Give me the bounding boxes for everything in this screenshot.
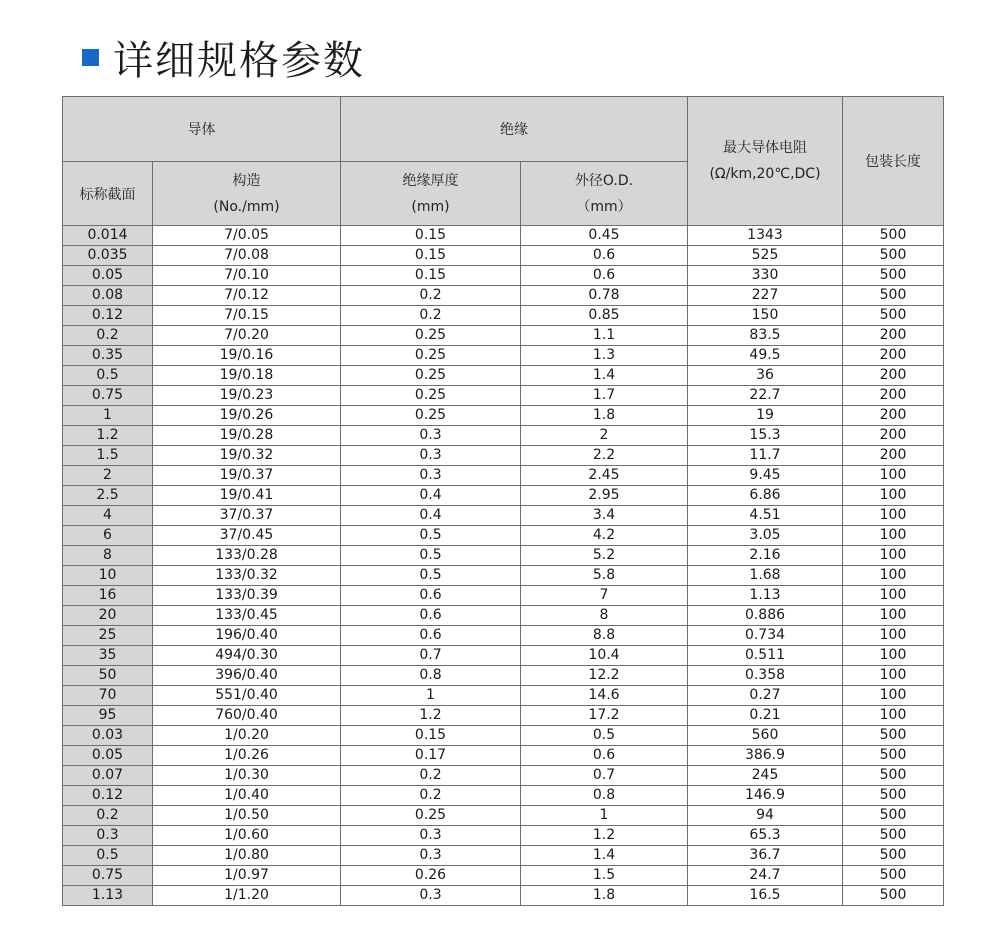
cell-package: 200 — [843, 406, 944, 426]
cell-package: 500 — [843, 786, 944, 806]
cell-package: 100 — [843, 526, 944, 546]
table-row — [63, 366, 944, 386]
header-resistance-label: 最大导体电阻 — [723, 140, 807, 156]
cell-package: 500 — [843, 746, 944, 766]
cell-resistance: 4.51 — [688, 506, 843, 526]
cell-od: 3.4 — [521, 506, 688, 526]
cell-package: 500 — [843, 266, 944, 286]
cell-structure: 37/0.45 — [153, 526, 341, 546]
cell-resistance: 16.5 — [688, 886, 843, 906]
header-structure-unit: (No./mm) — [213, 198, 280, 215]
cell-package: 500 — [843, 286, 944, 306]
cell-resistance: 36.7 — [688, 846, 843, 866]
cell-structure: 19/0.23 — [153, 386, 341, 406]
cell-resistance: 245 — [688, 766, 843, 786]
cell-package: 100 — [843, 626, 944, 646]
cell-structure: 133/0.45 — [153, 606, 341, 626]
cell-od: 2.95 — [521, 486, 688, 506]
cell-resistance: 330 — [688, 266, 843, 286]
cell-nominal: 0.12 — [63, 786, 153, 806]
cell-od: 1.4 — [521, 366, 688, 386]
cell-structure: 1/0.80 — [153, 846, 341, 866]
cell-od: 0.6 — [521, 266, 688, 286]
cell-thickness: 0.15 — [341, 726, 521, 746]
header-structure — [153, 162, 341, 226]
cell-thickness: 0.6 — [341, 606, 521, 626]
table-row — [63, 406, 944, 426]
cell-thickness: 0.3 — [341, 826, 521, 846]
cell-nominal: 16 — [63, 586, 153, 606]
header-thickness-unit: (mm) — [411, 198, 450, 215]
table-row — [63, 566, 944, 586]
cell-od: 2.45 — [521, 466, 688, 486]
cell-package: 500 — [843, 306, 944, 326]
cell-structure: 19/0.32 — [153, 446, 341, 466]
cell-package: 500 — [843, 826, 944, 846]
cell-package: 500 — [843, 726, 944, 746]
cell-nominal: 1.13 — [63, 886, 153, 906]
cell-thickness: 0.5 — [341, 526, 521, 546]
cell-nominal: 0.35 — [63, 346, 153, 366]
cell-od: 1.7 — [521, 386, 688, 406]
section-title — [82, 30, 365, 84]
cell-resistance: 94 — [688, 806, 843, 826]
cell-package: 500 — [843, 226, 944, 246]
table-row — [63, 586, 944, 606]
table-row — [63, 846, 944, 866]
cell-od: 0.45 — [521, 226, 688, 246]
cell-package: 100 — [843, 506, 944, 526]
cell-package: 100 — [843, 546, 944, 566]
cell-thickness: 1 — [341, 686, 521, 706]
cell-nominal: 25 — [63, 626, 153, 646]
cell-nominal: 0.035 — [63, 246, 153, 266]
cell-thickness: 0.3 — [341, 466, 521, 486]
cell-od: 1.8 — [521, 886, 688, 906]
table-row — [63, 526, 944, 546]
cell-nominal: 6 — [63, 526, 153, 546]
cell-structure: 37/0.37 — [153, 506, 341, 526]
cell-od: 1.3 — [521, 346, 688, 366]
cell-nominal: 0.5 — [63, 366, 153, 386]
cell-od: 0.8 — [521, 786, 688, 806]
cell-structure: 7/0.10 — [153, 266, 341, 286]
cell-structure: 1/0.50 — [153, 806, 341, 826]
cell-resistance: 525 — [688, 246, 843, 266]
cell-od: 1.5 — [521, 866, 688, 886]
table-row — [63, 386, 944, 406]
table-row — [63, 306, 944, 326]
cell-nominal: 0.2 — [63, 806, 153, 826]
cell-structure: 19/0.16 — [153, 346, 341, 366]
cell-structure: 196/0.40 — [153, 626, 341, 646]
cell-nominal: 0.05 — [63, 746, 153, 766]
cell-structure: 1/0.30 — [153, 766, 341, 786]
cell-structure: 19/0.18 — [153, 366, 341, 386]
header-thickness — [341, 162, 521, 226]
cell-resistance: 36 — [688, 366, 843, 386]
header-resistance-unit: (Ω/km,20℃,DC) — [709, 166, 821, 182]
cell-thickness: 0.4 — [341, 506, 521, 526]
cell-thickness: 0.2 — [341, 766, 521, 786]
cell-od: 7 — [521, 586, 688, 606]
cell-nominal: 1 — [63, 406, 153, 426]
cell-structure: 551/0.40 — [153, 686, 341, 706]
spec-table — [62, 96, 944, 906]
cell-structure: 133/0.32 — [153, 566, 341, 586]
cell-structure: 19/0.26 — [153, 406, 341, 426]
cell-nominal: 0.2 — [63, 326, 153, 346]
table-row — [63, 886, 944, 906]
cell-nominal: 8 — [63, 546, 153, 566]
header-insulation: 绝缘 — [341, 97, 688, 162]
cell-package: 200 — [843, 426, 944, 446]
table-row — [63, 486, 944, 506]
cell-package: 500 — [843, 866, 944, 886]
header-conductor: 导体 — [63, 97, 341, 162]
table-row — [63, 766, 944, 786]
cell-nominal: 0.75 — [63, 866, 153, 886]
cell-package: 100 — [843, 586, 944, 606]
cell-nominal: 0.5 — [63, 846, 153, 866]
cell-od: 0.6 — [521, 746, 688, 766]
cell-nominal: 20 — [63, 606, 153, 626]
cell-od: 1.1 — [521, 326, 688, 346]
cell-nominal: 2 — [63, 466, 153, 486]
page-title: 详细规格参数 — [113, 37, 365, 84]
cell-od: 4.2 — [521, 526, 688, 546]
cell-od: 2.2 — [521, 446, 688, 466]
cell-od: 14.6 — [521, 686, 688, 706]
cell-package: 500 — [843, 846, 944, 866]
table-row — [63, 546, 944, 566]
cell-nominal: 0.07 — [63, 766, 153, 786]
cell-structure: 7/0.20 — [153, 326, 341, 346]
cell-thickness: 0.25 — [341, 326, 521, 346]
cell-package: 100 — [843, 666, 944, 686]
cell-thickness: 0.2 — [341, 286, 521, 306]
cell-resistance: 150 — [688, 306, 843, 326]
cell-od: 5.8 — [521, 566, 688, 586]
cell-od: 8.8 — [521, 626, 688, 646]
cell-structure: 133/0.28 — [153, 546, 341, 566]
table-row — [63, 826, 944, 846]
cell-resistance: 0.27 — [688, 686, 843, 706]
cell-thickness: 1.2 — [341, 706, 521, 726]
cell-od: 2 — [521, 426, 688, 446]
table-row — [63, 626, 944, 646]
cell-resistance: 11.7 — [688, 446, 843, 466]
cell-structure: 19/0.37 — [153, 466, 341, 486]
cell-structure: 1/0.40 — [153, 786, 341, 806]
cell-thickness: 0.6 — [341, 586, 521, 606]
cell-package: 100 — [843, 646, 944, 666]
cell-thickness: 0.15 — [341, 266, 521, 286]
cell-od: 1 — [521, 806, 688, 826]
table-row — [63, 606, 944, 626]
table-row — [63, 286, 944, 306]
cell-thickness: 0.25 — [341, 366, 521, 386]
cell-thickness: 0.25 — [341, 346, 521, 366]
cell-nominal: 1.2 — [63, 426, 153, 446]
cell-thickness: 0.3 — [341, 886, 521, 906]
cell-resistance: 15.3 — [688, 426, 843, 446]
cell-package: 200 — [843, 386, 944, 406]
table-row — [63, 746, 944, 766]
table-row — [63, 466, 944, 486]
cell-thickness: 0.3 — [341, 846, 521, 866]
cell-resistance: 0.511 — [688, 646, 843, 666]
cell-nominal: 70 — [63, 686, 153, 706]
header-od-unit: （mm） — [576, 198, 632, 215]
cell-structure: 1/0.97 — [153, 866, 341, 886]
cell-od: 0.5 — [521, 726, 688, 746]
cell-od: 0.7 — [521, 766, 688, 786]
table-row — [63, 266, 944, 286]
cell-resistance: 0.734 — [688, 626, 843, 646]
cell-nominal: 50 — [63, 666, 153, 686]
cell-resistance: 24.7 — [688, 866, 843, 886]
cell-resistance: 83.5 — [688, 326, 843, 346]
cell-thickness: 0.3 — [341, 446, 521, 466]
header-od — [521, 162, 688, 226]
cell-nominal: 4 — [63, 506, 153, 526]
cell-package: 100 — [843, 686, 944, 706]
table-row — [63, 646, 944, 666]
table-row — [63, 226, 944, 246]
table-row — [63, 726, 944, 746]
cell-package: 100 — [843, 706, 944, 726]
cell-resistance: 0.21 — [688, 706, 843, 726]
cell-package: 500 — [843, 806, 944, 826]
cell-structure: 1/0.20 — [153, 726, 341, 746]
cell-package: 500 — [843, 766, 944, 786]
cell-structure: 760/0.40 — [153, 706, 341, 726]
cell-od: 8 — [521, 606, 688, 626]
cell-resistance: 2.16 — [688, 546, 843, 566]
cell-resistance: 146.9 — [688, 786, 843, 806]
cell-thickness: 0.4 — [341, 486, 521, 506]
cell-structure: 7/0.05 — [153, 226, 341, 246]
title-square-icon — [82, 49, 99, 66]
cell-resistance: 19 — [688, 406, 843, 426]
cell-resistance: 65.3 — [688, 826, 843, 846]
cell-nominal: 0.12 — [63, 306, 153, 326]
table-row — [63, 806, 944, 826]
header-resistance — [688, 97, 843, 226]
cell-thickness: 0.5 — [341, 546, 521, 566]
header-structure-label: 构造 — [232, 172, 261, 189]
cell-resistance: 3.05 — [688, 526, 843, 546]
cell-thickness: 0.25 — [341, 806, 521, 826]
cell-od: 0.6 — [521, 246, 688, 266]
cell-nominal: 0.08 — [63, 286, 153, 306]
header-package: 包装长度 — [843, 97, 944, 226]
cell-package: 100 — [843, 486, 944, 506]
cell-od: 1.8 — [521, 406, 688, 426]
table-row — [63, 786, 944, 806]
cell-od: 0.78 — [521, 286, 688, 306]
cell-nominal: 95 — [63, 706, 153, 726]
cell-resistance: 560 — [688, 726, 843, 746]
table-row — [63, 346, 944, 366]
cell-nominal: 0.3 — [63, 826, 153, 846]
cell-od: 12.2 — [521, 666, 688, 686]
cell-structure: 494/0.30 — [153, 646, 341, 666]
cell-package: 500 — [843, 246, 944, 266]
cell-od: 0.85 — [521, 306, 688, 326]
cell-thickness: 0.15 — [341, 226, 521, 246]
cell-package: 200 — [843, 326, 944, 346]
cell-nominal: 0.75 — [63, 386, 153, 406]
cell-structure: 133/0.39 — [153, 586, 341, 606]
cell-thickness: 0.26 — [341, 866, 521, 886]
cell-resistance: 22.7 — [688, 386, 843, 406]
cell-od: 17.2 — [521, 706, 688, 726]
cell-package: 100 — [843, 566, 944, 586]
table-header — [63, 97, 944, 226]
cell-resistance: 1.68 — [688, 566, 843, 586]
cell-thickness: 0.7 — [341, 646, 521, 666]
cell-thickness: 0.25 — [341, 386, 521, 406]
cell-package: 100 — [843, 466, 944, 486]
table-row — [63, 446, 944, 466]
cell-thickness: 0.25 — [341, 406, 521, 426]
cell-package: 100 — [843, 606, 944, 626]
cell-structure: 7/0.15 — [153, 306, 341, 326]
cell-structure: 19/0.41 — [153, 486, 341, 506]
table-row — [63, 246, 944, 266]
table-row — [63, 506, 944, 526]
cell-nominal: 1.5 — [63, 446, 153, 466]
cell-resistance: 227 — [688, 286, 843, 306]
cell-package: 500 — [843, 886, 944, 906]
cell-nominal: 35 — [63, 646, 153, 666]
cell-od: 1.4 — [521, 846, 688, 866]
cell-resistance: 49.5 — [688, 346, 843, 366]
cell-nominal: 10 — [63, 566, 153, 586]
cell-resistance: 0.358 — [688, 666, 843, 686]
cell-thickness: 0.5 — [341, 566, 521, 586]
header-thickness-label: 绝缘厚度 — [402, 172, 459, 189]
cell-structure: 1/1.20 — [153, 886, 341, 906]
cell-thickness: 0.3 — [341, 426, 521, 446]
cell-resistance: 1.13 — [688, 586, 843, 606]
cell-nominal: 0.014 — [63, 226, 153, 246]
table-body — [63, 226, 944, 906]
cell-package: 200 — [843, 366, 944, 386]
cell-structure: 7/0.08 — [153, 246, 341, 266]
cell-thickness: 0.17 — [341, 746, 521, 766]
cell-od: 10.4 — [521, 646, 688, 666]
cell-resistance: 386.9 — [688, 746, 843, 766]
cell-structure: 1/0.26 — [153, 746, 341, 766]
cell-structure: 19/0.28 — [153, 426, 341, 446]
cell-thickness: 0.2 — [341, 786, 521, 806]
cell-nominal: 2.5 — [63, 486, 153, 506]
table-row — [63, 326, 944, 346]
table-row — [63, 866, 944, 886]
cell-thickness: 0.8 — [341, 666, 521, 686]
table-row — [63, 666, 944, 686]
cell-thickness: 0.2 — [341, 306, 521, 326]
header-od-label: 外径O.D. — [574, 172, 634, 189]
cell-thickness: 0.15 — [341, 246, 521, 266]
cell-resistance: 6.86 — [688, 486, 843, 506]
cell-nominal: 0.03 — [63, 726, 153, 746]
cell-resistance: 1343 — [688, 226, 843, 246]
table-row — [63, 706, 944, 726]
cell-thickness: 0.6 — [341, 626, 521, 646]
cell-od: 1.2 — [521, 826, 688, 846]
cell-structure: 396/0.40 — [153, 666, 341, 686]
cell-od: 5.2 — [521, 546, 688, 566]
table-row — [63, 686, 944, 706]
cell-package: 200 — [843, 346, 944, 366]
cell-nominal: 0.05 — [63, 266, 153, 286]
cell-package: 200 — [843, 446, 944, 466]
table-row — [63, 426, 944, 446]
header-nominal: 标称截面 — [63, 162, 153, 226]
cell-resistance: 0.886 — [688, 606, 843, 626]
cell-resistance: 9.45 — [688, 466, 843, 486]
cell-structure: 1/0.60 — [153, 826, 341, 846]
cell-structure: 7/0.12 — [153, 286, 341, 306]
